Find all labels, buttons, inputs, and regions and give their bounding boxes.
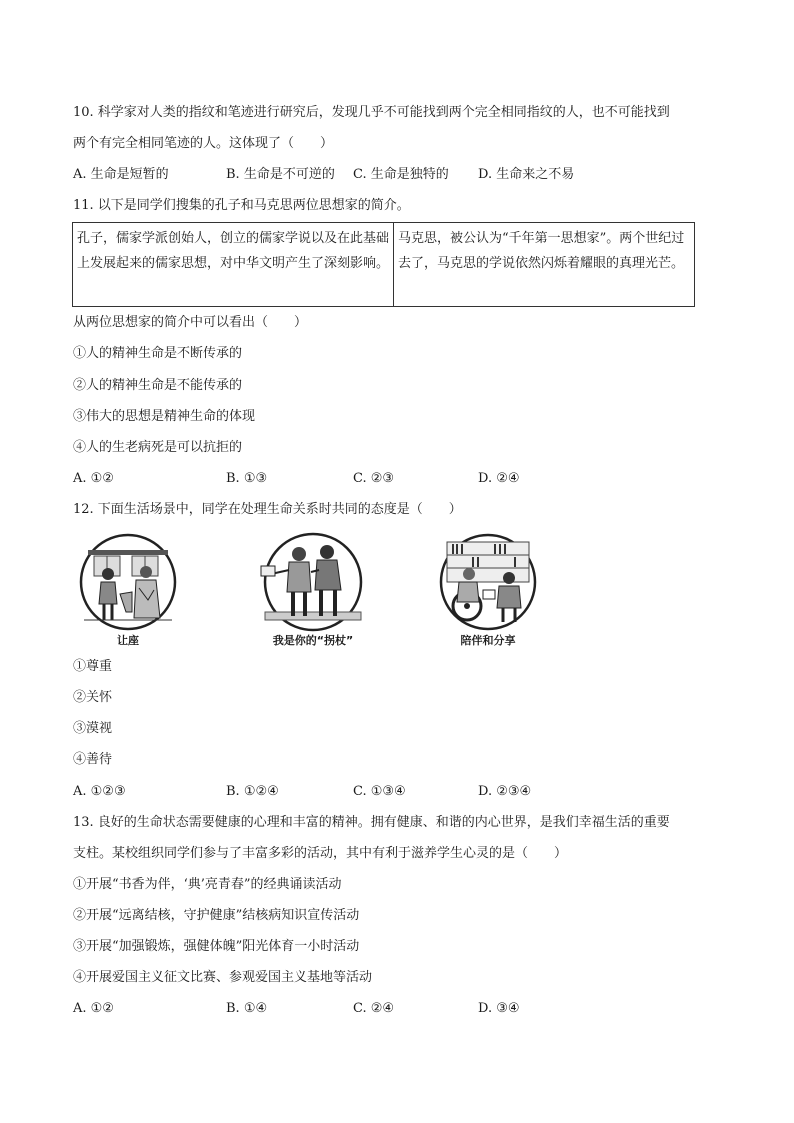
q11-option-d[interactable]: D. ②④ <box>478 471 520 486</box>
q12-option-b[interactable]: B. ①②④ <box>226 784 279 799</box>
q13-option-d[interactable]: D. ③④ <box>478 1001 520 1016</box>
q13-option-c[interactable]: C. ②④ <box>353 1001 395 1016</box>
q12-item-1: ①尊重 <box>73 659 113 674</box>
q13-option-b[interactable]: B. ①④ <box>226 1001 268 1016</box>
crutch-illustration <box>255 532 371 632</box>
q10-option-a[interactable]: A. 生命是短暂的 <box>73 167 169 182</box>
q10-stem-line2: 两个有完全相同笔迹的人。这体现了（ ） <box>73 136 334 151</box>
give-seat-illustration <box>74 532 182 632</box>
q11-item-1: ①人的精神生命是不断传承的 <box>73 346 243 361</box>
confucius-cell: 孔子，儒家学派创始人，创立的儒家学说以及在此基础上发展起来的儒家思想，对中华文明产生了深刻影响。 <box>73 223 394 307</box>
q12-option-a[interactable]: A. ①②③ <box>73 784 126 799</box>
caption-crutch: 我是你的“拐杖” <box>272 634 354 647</box>
q10-option-d[interactable]: D. 生命来之不易 <box>478 167 575 182</box>
q13-option-a[interactable]: A. ①② <box>73 1001 114 1016</box>
q11-item-4: ④人的生老病死是可以抗拒的 <box>73 440 243 455</box>
q12-item-2: ②关怀 <box>73 690 113 705</box>
q13-stem-line2: 支柱。某校组织同学们参与了丰富多彩的活动，其中有利于滋养学生心灵的是（ ） <box>73 846 568 861</box>
q12-option-c[interactable]: C. ①③④ <box>353 784 406 799</box>
caption-give-seat: 让座 <box>117 634 139 647</box>
q13-stem-line1: 13. 良好的生命状态需要健康的心理和丰富的精神。拥有健康、和谐的内心世界，是我们幸福生活的重要 <box>73 815 670 830</box>
marx-cell: 马克思，被公认为“千年第一思想家”。两个世纪过去了，马克思的学说依然闪烁着耀眼的真理光芒。 <box>394 223 695 307</box>
q13-item-4: ④开展爱国主义征文比赛、参观爱国主义基地等活动 <box>73 970 373 985</box>
q10-option-b[interactable]: B. 生命是不可逆的 <box>226 167 335 182</box>
q13-item-3: ③开展“加强锻炼，强健体魄”阳光体育一小时活动 <box>73 939 360 954</box>
q12-stem: 12. 下面生活场景中，同学在处理生命关系时共同的态度是（ ） <box>73 502 462 517</box>
caption-companionship: 陪伴和分享 <box>460 634 516 647</box>
thinkers-table <box>72 222 695 307</box>
q11-question: 从两位思想家的简介中可以看出（ ） <box>73 315 308 330</box>
q11-option-b[interactable]: B. ①③ <box>226 471 268 486</box>
q12-item-3: ③漠视 <box>73 721 113 736</box>
q13-item-2: ②开展“远离结核，守护健康”结核病知识宣传活动 <box>73 908 360 923</box>
q11-option-a[interactable]: A. ①② <box>73 471 114 486</box>
q11-item-2: ②人的精神生命是不能传承的 <box>73 378 243 393</box>
companionship-illustration <box>435 532 541 632</box>
q11-option-c[interactable]: C. ②③ <box>353 471 395 486</box>
q13-item-1: ①开展“书香为伴，‘典’亮青春”的经典诵读活动 <box>73 877 342 892</box>
q12-option-d[interactable]: D. ②③④ <box>478 784 532 799</box>
q10-option-c[interactable]: C. 生命是独特的 <box>353 167 449 182</box>
q11-stem: 11. 以下是同学们搜集的孔子和马克思两位思想家的简介。 <box>73 198 410 213</box>
q11-item-3: ③伟大的思想是精神生命的体现 <box>73 409 256 424</box>
q12-item-4: ④善待 <box>73 752 113 767</box>
q10-stem-line1: 10. 科学家对人类的指纹和笔迹进行研究后，发现几乎不可能找到两个完全相同指纹的人，也不可能找到 <box>73 105 670 120</box>
